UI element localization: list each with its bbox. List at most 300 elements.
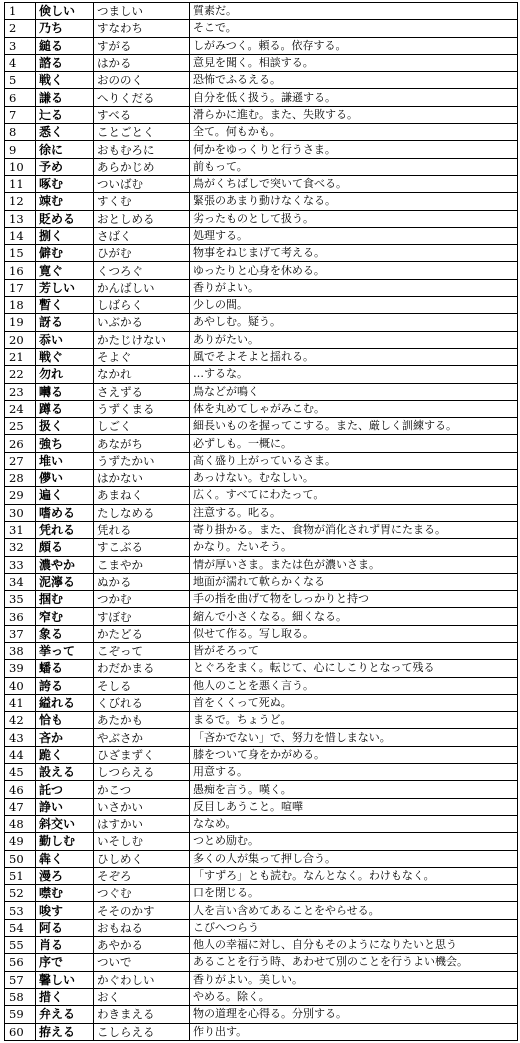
row-number: 17 (5, 279, 36, 296)
row-number: 60 (5, 1023, 36, 1040)
kanji-word: 嗜める (36, 504, 94, 521)
meaning: つとめ励む。 (190, 833, 518, 850)
reading: うずくまる (94, 400, 190, 417)
table-row (5, 175, 518, 192)
table-row (5, 210, 518, 227)
row-number: 55 (5, 937, 36, 954)
vocabulary-table (4, 2, 518, 1041)
kanji-word: 捌く (36, 227, 94, 244)
row-number: 47 (5, 798, 36, 815)
row-number: 9 (5, 141, 36, 158)
row-number: 26 (5, 435, 36, 452)
kanji-word: 強ち (36, 435, 94, 452)
row-number: 18 (5, 297, 36, 314)
reading: しばらく (94, 297, 190, 314)
table-row (5, 556, 518, 573)
meaning: 口を閉じる。 (190, 885, 518, 902)
kanji-word: 倹しい (36, 3, 94, 20)
table-row (5, 314, 518, 331)
row-number: 22 (5, 366, 36, 383)
reading: あやかる (94, 937, 190, 954)
kanji-word: 啄む (36, 175, 94, 192)
reading: そしる (94, 677, 190, 694)
kanji-word: 凭れる (36, 521, 94, 538)
reading: すべる (94, 106, 190, 123)
meaning: 鳥などが鳴く (190, 383, 518, 400)
reading: いそしむ (94, 833, 190, 850)
meaning: 滑らかに進む。また、失敗する。 (190, 106, 518, 123)
reading: ことごとく (94, 124, 190, 141)
reading: かこつ (94, 781, 190, 798)
meaning: 体を丸めてしゃがみこむ。 (190, 400, 518, 417)
meaning: かなり。たいそう。 (190, 539, 518, 556)
table-row (5, 435, 518, 452)
meaning: 恐怖でふるえる。 (190, 72, 518, 89)
table-row (5, 452, 518, 469)
meaning: 鳥がくちばしで突いて食べる。 (190, 175, 518, 192)
kanji-word: 掴む (36, 591, 94, 608)
row-number: 23 (5, 383, 36, 400)
row-number: 57 (5, 971, 36, 988)
kanji-word: 堆い (36, 452, 94, 469)
reading: やぶさか (94, 729, 190, 746)
reading: はすかい (94, 815, 190, 832)
meaning: 情が厚いさま。または色が濃いさま。 (190, 556, 518, 573)
reading: かんばしい (94, 279, 190, 296)
kanji-word: 竦む (36, 193, 94, 210)
meaning: 似せて作る。写し取る。 (190, 625, 518, 642)
row-number: 33 (5, 556, 36, 573)
reading: すなわち (94, 20, 190, 37)
reading: そそのかす (94, 902, 190, 919)
kanji-word: 遍く (36, 487, 94, 504)
reading: かたどる (94, 625, 190, 642)
kanji-word: 徐に (36, 141, 94, 158)
reading: いぶかる (94, 314, 190, 331)
meaning: 香りがよい。美しい。 (190, 971, 518, 988)
kanji-word: 儚い (36, 470, 94, 487)
table-row (5, 262, 518, 279)
reading: いさかい (94, 798, 190, 815)
table-row (5, 642, 518, 659)
meaning: 縮んで小さくなる。細くなる。 (190, 608, 518, 625)
row-number: 29 (5, 487, 36, 504)
row-number: 6 (5, 89, 36, 106)
row-number: 30 (5, 504, 36, 521)
kanji-word: 弁える (36, 1006, 94, 1023)
table-row (5, 867, 518, 884)
kanji-word: 吝か (36, 729, 94, 746)
row-number: 1 (5, 3, 36, 20)
table-row (5, 539, 518, 556)
row-number: 2 (5, 20, 36, 37)
row-number: 48 (5, 815, 36, 832)
row-number: 20 (5, 331, 36, 348)
reading: なかれ (94, 366, 190, 383)
reading: へりくだる (94, 89, 190, 106)
row-number: 31 (5, 521, 36, 538)
row-number: 36 (5, 608, 36, 625)
table-row (5, 1006, 518, 1023)
reading: こぞって (94, 642, 190, 659)
kanji-word: 恰も (36, 712, 94, 729)
row-number: 49 (5, 833, 36, 850)
table-row (5, 625, 518, 642)
row-number: 12 (5, 193, 36, 210)
reading: ぬかる (94, 573, 190, 590)
kanji-word: 犇く (36, 850, 94, 867)
meaning: 「吝かでない」で、努力を惜しまない。 (190, 729, 518, 746)
meaning: 必ずしも。一概に。 (190, 435, 518, 452)
table-row (5, 712, 518, 729)
meaning: 処理する。 (190, 227, 518, 244)
kanji-word: 悉く (36, 124, 94, 141)
row-number: 58 (5, 988, 36, 1005)
row-number: 45 (5, 764, 36, 781)
meaning: 他人の幸福に対し、自分もそのようになりたいと思う (190, 937, 518, 954)
reading: つぐむ (94, 885, 190, 902)
reading: すがる (94, 37, 190, 54)
row-number: 40 (5, 677, 36, 694)
table-row (5, 677, 518, 694)
row-number: 15 (5, 245, 36, 262)
table-row (5, 573, 518, 590)
reading: しつらえる (94, 764, 190, 781)
reading: おく (94, 988, 190, 1005)
table-row (5, 20, 518, 37)
row-number: 4 (5, 54, 36, 71)
kanji-word: 辷る (36, 106, 94, 123)
table-row (5, 54, 518, 71)
kanji-word: 扱く (36, 418, 94, 435)
table-row (5, 279, 518, 296)
meaning: 広く。すべてにわたって。 (190, 487, 518, 504)
table-row (5, 470, 518, 487)
table-row (5, 141, 518, 158)
table-row (5, 89, 518, 106)
reading: うずたかい (94, 452, 190, 469)
table-row (5, 971, 518, 988)
reading: おとしめる (94, 210, 190, 227)
reading: あまねく (94, 487, 190, 504)
meaning: こびへつらう (190, 919, 518, 936)
row-number: 35 (5, 591, 36, 608)
meaning: 少しの間。 (190, 297, 518, 314)
kanji-word: 蹲る (36, 400, 94, 417)
table-row (5, 400, 518, 417)
table-row (5, 988, 518, 1005)
table-row (5, 245, 518, 262)
table-row (5, 106, 518, 123)
row-number: 25 (5, 418, 36, 435)
row-number: 39 (5, 660, 36, 677)
table-row (5, 487, 518, 504)
row-number: 5 (5, 72, 36, 89)
meaning: そこで。 (190, 20, 518, 37)
table-row (5, 72, 518, 89)
row-number: 51 (5, 867, 36, 884)
reading: くつろぐ (94, 262, 190, 279)
reading: かぐわしい (94, 971, 190, 988)
reading: はかない (94, 470, 190, 487)
meaning: やめる。除く。 (190, 988, 518, 1005)
kanji-word: 馨しい (36, 971, 94, 988)
reading: はかる (94, 54, 190, 71)
meaning: 皆がそろって (190, 642, 518, 659)
meaning: あやしむ。疑う。 (190, 314, 518, 331)
meaning: とぐろをまく。転じて、心にしこりとなって残る (190, 660, 518, 677)
table-row (5, 660, 518, 677)
row-number: 34 (5, 573, 36, 590)
reading: わきまえる (94, 1006, 190, 1023)
meaning: 用意する。 (190, 764, 518, 781)
reading: かたじけない (94, 331, 190, 348)
kanji-word: 忝い (36, 331, 94, 348)
row-number: 11 (5, 175, 36, 192)
meaning: 風でそよそよと揺れる。 (190, 348, 518, 365)
table-row (5, 850, 518, 867)
row-number: 41 (5, 694, 36, 711)
row-number: 14 (5, 227, 36, 244)
row-number: 43 (5, 729, 36, 746)
meaning: 高く盛り上がっているさま。 (190, 452, 518, 469)
reading: さばく (94, 227, 190, 244)
reading: ついばむ (94, 175, 190, 192)
meaning: 「すずろ」とも読む。なんとなく。わけもなく。 (190, 867, 518, 884)
meaning: 手の指を曲げて物をしっかりと持つ (190, 591, 518, 608)
kanji-word: 漫ろ (36, 867, 94, 884)
reading: あながち (94, 435, 190, 452)
kanji-word: 貶める (36, 210, 94, 227)
reading: ひしめく (94, 850, 190, 867)
table-row (5, 764, 518, 781)
row-number: 42 (5, 712, 36, 729)
kanji-word: 諮る (36, 54, 94, 71)
meaning: 前もって。 (190, 158, 518, 175)
meaning: 人を言い含めてあることをやらせる。 (190, 902, 518, 919)
meaning: あることを行う時、あわせて別のことを行うよい機会。 (190, 954, 518, 971)
row-number: 8 (5, 124, 36, 141)
table-row (5, 366, 518, 383)
meaning: 細長いものを握ってこする。また、厳しく訓練する。 (190, 418, 518, 435)
kanji-word: 措く (36, 988, 94, 1005)
reading: あらかじめ (94, 158, 190, 175)
meaning: 地面が濡れて軟らかくなる (190, 573, 518, 590)
meaning: …するな。 (190, 366, 518, 383)
row-number: 19 (5, 314, 36, 331)
meaning: 香りがよい。 (190, 279, 518, 296)
kanji-word: 諍い (36, 798, 94, 815)
table-row (5, 193, 518, 210)
row-number: 27 (5, 452, 36, 469)
reading: すぼむ (94, 608, 190, 625)
meaning: 他人のことを悪く言う。 (190, 677, 518, 694)
reading: おもねる (94, 919, 190, 936)
meaning: 注意する。叱る。 (190, 504, 518, 521)
meaning: 物事をねじまげて考える。 (190, 245, 518, 262)
kanji-word: 濃やか (36, 556, 94, 573)
reading: つましい (94, 3, 190, 20)
meaning: 全て。何もかも。 (190, 124, 518, 141)
table-row (5, 591, 518, 608)
meaning: 緊張のあまり動けなくなる。 (190, 193, 518, 210)
meaning: まるで。ちょうど。 (190, 712, 518, 729)
table-row (5, 729, 518, 746)
kanji-word: 乃ち (36, 20, 94, 37)
reading: こまやか (94, 556, 190, 573)
row-number: 21 (5, 348, 36, 365)
reading: おののく (94, 72, 190, 89)
table-row (5, 418, 518, 435)
reading: ついで (94, 954, 190, 971)
table-row (5, 158, 518, 175)
kanji-word: 肖る (36, 937, 94, 954)
row-number: 13 (5, 210, 36, 227)
meaning: 反目しあうこと。喧嘩 (190, 798, 518, 815)
reading: こしらえる (94, 1023, 190, 1040)
kanji-word: 斜交い (36, 815, 94, 832)
meaning: あっけない。むなしい。 (190, 470, 518, 487)
meaning: ななめ。 (190, 815, 518, 832)
kanji-word: 託つ (36, 781, 94, 798)
kanji-word: 拵える (36, 1023, 94, 1040)
table-row (5, 37, 518, 54)
meaning: ゆったりと心身を休める。 (190, 262, 518, 279)
table-row (5, 815, 518, 832)
meaning: 作り出す。 (190, 1023, 518, 1040)
row-number: 44 (5, 746, 36, 763)
table-row (5, 746, 518, 763)
reading: くびれる (94, 694, 190, 711)
kanji-word: 窄む (36, 608, 94, 625)
kanji-word: 頗る (36, 539, 94, 556)
table-row (5, 383, 518, 400)
table-row (5, 3, 518, 20)
reading: そよぐ (94, 348, 190, 365)
row-number: 38 (5, 642, 36, 659)
meaning: 物の道理を心得る。分別する。 (190, 1006, 518, 1023)
table-row (5, 937, 518, 954)
kanji-word: 泥濘る (36, 573, 94, 590)
meaning: 首をくくって死ぬ。 (190, 694, 518, 711)
meaning: 劣ったものとして扱う。 (190, 210, 518, 227)
reading: すこぶる (94, 539, 190, 556)
kanji-word: 僻む (36, 245, 94, 262)
row-number: 56 (5, 954, 36, 971)
table-row (5, 919, 518, 936)
row-number: 10 (5, 158, 36, 175)
row-number: 28 (5, 470, 36, 487)
meaning: 膝をついて身をかがめる。 (190, 746, 518, 763)
kanji-word: 戦ぐ (36, 348, 94, 365)
kanji-word: 唆す (36, 902, 94, 919)
table-row (5, 694, 518, 711)
reading: しごく (94, 418, 190, 435)
reading: ひざまずく (94, 746, 190, 763)
table-row (5, 297, 518, 314)
table-row (5, 902, 518, 919)
kanji-word: 謙る (36, 89, 94, 106)
table-row (5, 798, 518, 815)
table-row (5, 954, 518, 971)
row-number: 24 (5, 400, 36, 417)
row-number: 37 (5, 625, 36, 642)
row-number: 32 (5, 539, 36, 556)
kanji-word: 跪く (36, 746, 94, 763)
table-row (5, 1023, 518, 1040)
kanji-word: 勿れ (36, 366, 94, 383)
kanji-word: 寛ぐ (36, 262, 94, 279)
table-row (5, 781, 518, 798)
reading: 凭れる (94, 521, 190, 538)
row-number: 16 (5, 262, 36, 279)
row-number: 59 (5, 1006, 36, 1023)
row-number: 52 (5, 885, 36, 902)
table-row (5, 504, 518, 521)
meaning: 質素だ。 (190, 3, 518, 20)
table-row (5, 833, 518, 850)
reading: そぞろ (94, 867, 190, 884)
meaning: ありがたい。 (190, 331, 518, 348)
kanji-word: 阿る (36, 919, 94, 936)
reading: おもむろに (94, 141, 190, 158)
kanji-word: 戦く (36, 72, 94, 89)
reading: すくむ (94, 193, 190, 210)
vocabulary-table-body (5, 3, 518, 1041)
kanji-word: 設える (36, 764, 94, 781)
kanji-word: 暫く (36, 297, 94, 314)
kanji-word: 序で (36, 954, 94, 971)
kanji-word: 芳しい (36, 279, 94, 296)
row-number: 50 (5, 850, 36, 867)
kanji-word: 誇る (36, 677, 94, 694)
kanji-word: 訝る (36, 314, 94, 331)
reading: つかむ (94, 591, 190, 608)
meaning: 愚痴を言う。嘆く。 (190, 781, 518, 798)
reading: わだかまる (94, 660, 190, 677)
meaning: しがみつく。頼る。依存する。 (190, 37, 518, 54)
meaning: 意見を聞く。相談する。 (190, 54, 518, 71)
kanji-word: 挙って (36, 642, 94, 659)
table-row (5, 608, 518, 625)
reading: さえずる (94, 383, 190, 400)
table-row (5, 331, 518, 348)
meaning: 寄り掛かる。また、食物が消化されず胃にたまる。 (190, 521, 518, 538)
table-row (5, 521, 518, 538)
table-row (5, 885, 518, 902)
meaning: 自分を低く扱う。謙遜する。 (190, 89, 518, 106)
meaning: 多くの人が集って押し合う。 (190, 850, 518, 867)
row-number: 53 (5, 902, 36, 919)
kanji-word: 勤しむ (36, 833, 94, 850)
reading: あたかも (94, 712, 190, 729)
table-row (5, 348, 518, 365)
kanji-word: 予め (36, 158, 94, 175)
meaning: 何かをゆっくりと行うさま。 (190, 141, 518, 158)
kanji-word: 縋る (36, 37, 94, 54)
row-number: 54 (5, 919, 36, 936)
table-row (5, 227, 518, 244)
row-number: 46 (5, 781, 36, 798)
kanji-word: 蟠る (36, 660, 94, 677)
reading: ひがむ (94, 245, 190, 262)
row-number: 3 (5, 37, 36, 54)
kanji-word: 象る (36, 625, 94, 642)
reading: たしなめる (94, 504, 190, 521)
kanji-word: 縊れる (36, 694, 94, 711)
table-row (5, 124, 518, 141)
kanji-word: 囀る (36, 383, 94, 400)
